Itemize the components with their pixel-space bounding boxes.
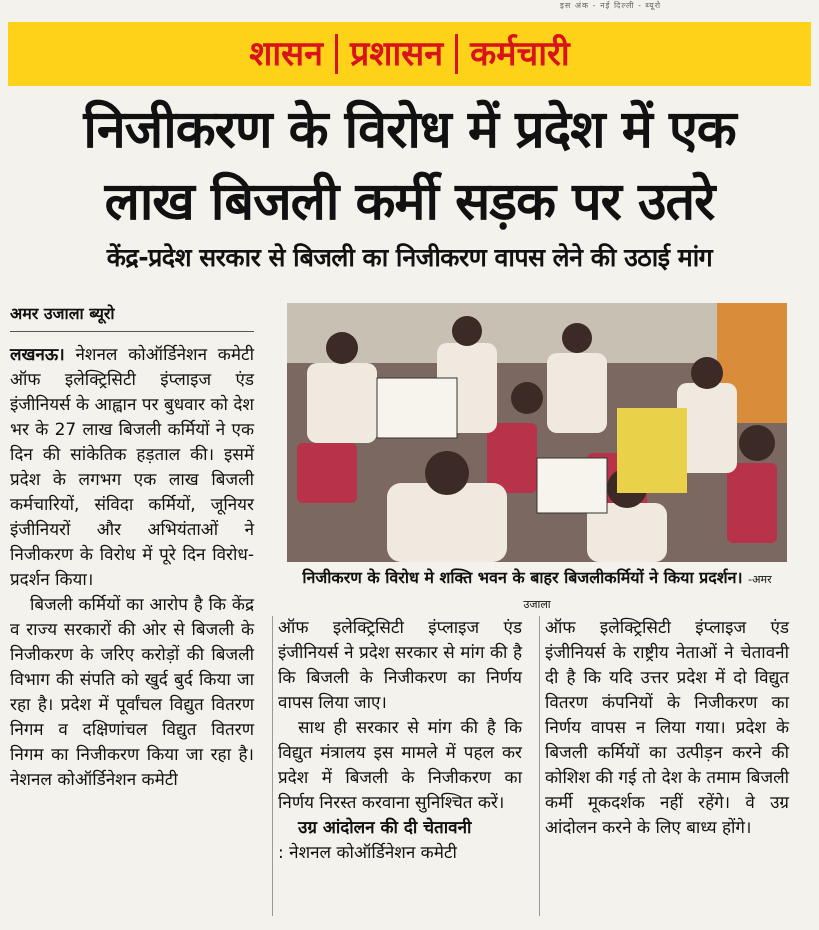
article-subtitle: उग्र आंदोलन की दी चेतावनी <box>298 818 472 838</box>
dateline: लखनऊ। <box>10 345 65 365</box>
subheadline: केंद्र-प्रदेश सरकार से बिजली का निजीकरण वापस लेने की उठाई मांग <box>106 243 713 272</box>
photo-credit: -अमर उजाला <box>523 573 772 611</box>
paragraph-text: नेशनल कोऑर्डिनेशन कमेटी ऑफ इलेक्ट्रिसिटी इंप्लाइज एंड इंजीनियर्स के आह्वान पर बुधवार को देश भर के 27 लाख बिजली कर्मियों ने एक दिन की सांकेतिक हड़ताल की। इसमें प्रदेश के लगभग एक लाख बिजली कर्मचारियों, संविदा कर्मियों, जूनियर इंजीनियरों और अभियंताओं ने निजीकरण के विरोध में पूरे दिन विरोध-प्रदर्शन किया। <box>10 345 254 590</box>
byline: अमर उजाला ब्यूरो <box>10 304 115 323</box>
banner-item-shasan: शासन <box>249 34 324 74</box>
byline-rule <box>10 331 254 332</box>
protest-photo <box>287 303 787 562</box>
column-divider <box>272 616 273 916</box>
paragraph: ऑफ इलेक्ट्रिसिटी इंप्लाइज एंड इंजीनियर्स ने प्रदेश सरकार से मांग की है कि बिजली के निजीकरण का निर्णय वापस लिया जाए। <box>278 618 522 713</box>
section-banner <box>8 22 811 86</box>
banner-item-karmachari: कर्मचारी <box>470 34 570 74</box>
paragraph: : नेशनल कोऑर्डिनेशन कमेटी <box>278 843 457 863</box>
article-column-1 <box>10 343 254 923</box>
paragraph <box>10 343 254 593</box>
paragraph: ऑफ इलेक्ट्रिसिटी इंप्लाइज एंड इंजीनियर्स के राष्ट्रीय नेताओं ने चेतावनी दी है कि यदि उत्तर प्रदेश में दो विद्युत वितरण कंपनियों के निजीकरण का निर्णय वापस न लिया गया। प्रदेश के बिजली कर्मियों का उत्पीड़न करने की कोशिश की गई तो देश के तमाम बिजली कर्मी मूकदर्शक नहीं रहेंगे। वे उग्र आंदोलन करने के लिए बाध्य होंगे। <box>545 618 789 838</box>
protest-photo-illustration <box>287 303 787 562</box>
top-strip: इस अंक - नई दिल्ली - ब्यूरो <box>560 1 662 10</box>
banner-separator <box>455 34 458 74</box>
banner-item-prashasan: प्रशासन <box>350 34 444 74</box>
headline-line-2: लाख बिजली कर्मी सड़क पर उतरे <box>104 172 715 232</box>
column-divider <box>539 616 540 916</box>
photo-caption <box>287 566 787 616</box>
headline <box>0 94 819 238</box>
article-column-2 <box>278 616 522 916</box>
article-column-3 <box>545 616 789 916</box>
headline-line-1: निजीकरण के विरोध में प्रदेश में एक <box>83 100 736 160</box>
paragraph: साथ ही सरकार से मांग की है कि विद्युत मंत्रालय इस मामले में पहल कर प्रदेश में बिजली के निजीकरण का निर्णय निरस्त करवाना सुनिश्चित करें। <box>278 718 522 813</box>
paragraph: बिजली कर्मियों का आरोप है कि केंद्र व राज्य सरकारों की ओर से बिजली के निजीकरण के जरिए करोड़ों की बिजली विभाग की संपति को खुर्द बुर्द किया जा रहा है। प्रदेश में पूर्वांचल विद्युत वितरण निगम व दक्षिणांचल विद्युत वितरण निगम का निजीकरण किया जा रहा है। नेशनल कोऑर्डिनेशन कमेटी <box>10 595 254 790</box>
banner-separator <box>335 34 338 74</box>
caption-text: निजीकरण के विरोध मे शक्ति भवन के बाहर बिजलीकर्मियों ने किया प्रदर्शन। <box>302 568 743 587</box>
